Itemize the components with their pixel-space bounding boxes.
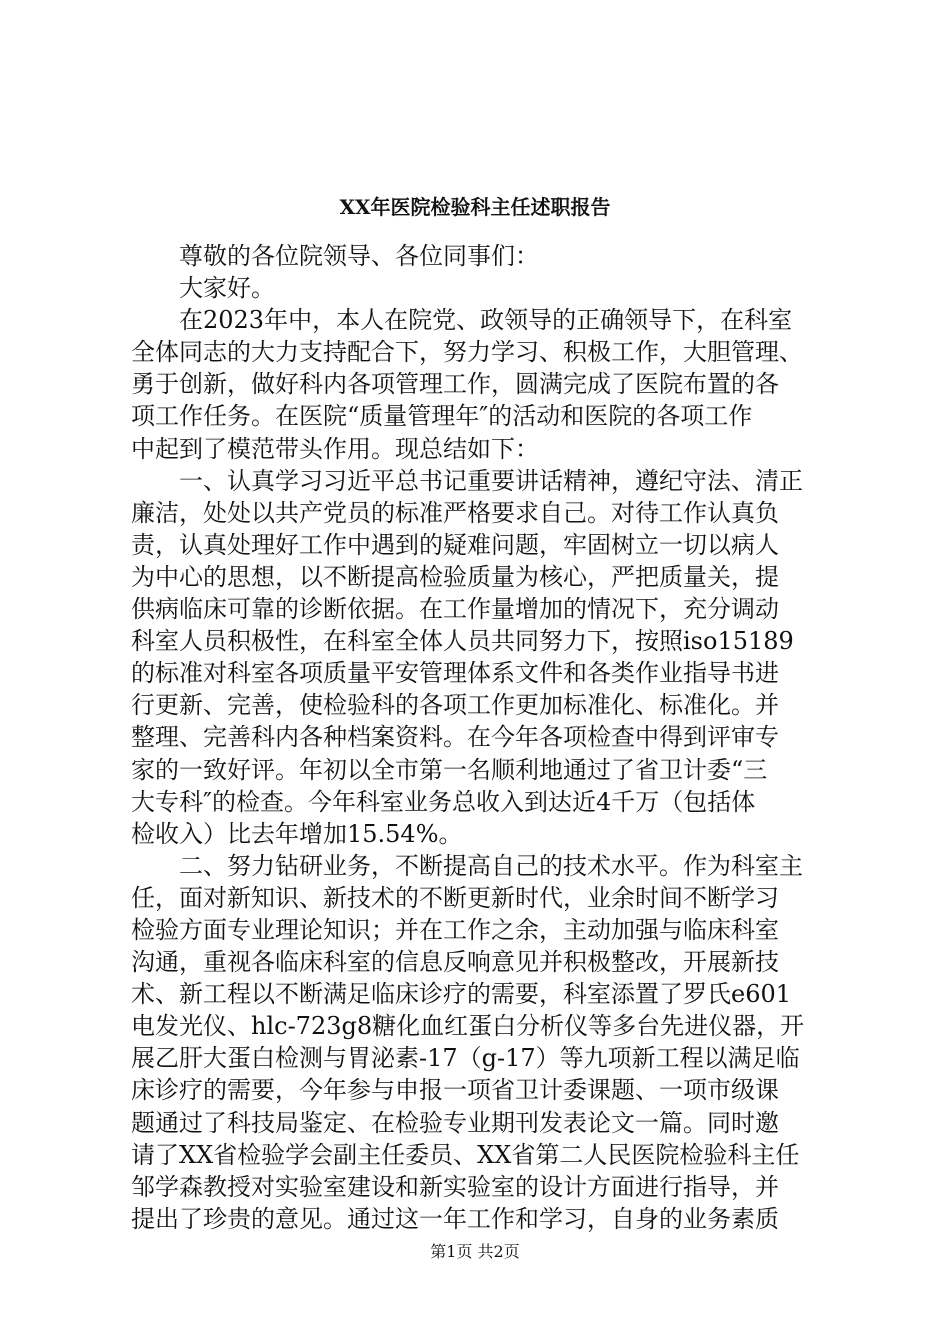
text-line: 在2023年中，本人在院党、政领导的正确领导下，在科室	[179, 306, 793, 335]
text-line: 题通过了科技局鉴定、在检验专业期刊发表论文一篇。同时邀	[131, 1108, 779, 1137]
text-line: 床诊疗的需要，今年参与申报一项省卫计委课题、一项市级课	[131, 1076, 779, 1105]
text-line: 检验方面专业理论知识；并在工作之余，主动加强与临床科室	[131, 915, 779, 944]
text-line: 家的一致好评。年初以全市第一名顺利地通过了省卫计委“三	[131, 755, 768, 784]
text-line: 请了XX省检验学会副主任委员、XX省第二人民医院检验科主任	[131, 1140, 800, 1169]
text-line: 电发光仪、hlc-723g8糖化血红蛋白分析仪等多台先进仪器，开	[131, 1012, 805, 1041]
text-line: 廉洁，处处以共产党员的标准严格要求自己。对待工作认真负	[131, 498, 779, 527]
text-line: 一、认真学习习近平总书记重要讲话精神，遵纪守法、清正	[179, 466, 803, 495]
document-title: XX年医院检验科主任述职报告	[339, 195, 611, 219]
text-line: 行更新、完善，使检验科的各项工作更加标准化、标准化。并	[131, 691, 779, 720]
text-line: 为中心的思想，以不断提高检验质量为核心，严把质量关，提	[131, 562, 779, 591]
text-line: 邹学森教授对实验室建设和新实验室的设计方面进行指导，并	[131, 1172, 779, 1201]
text-line: 任，面对新知识、新技术的不断更新时代，业余时间不断学习	[131, 883, 779, 912]
document-body	[131, 240, 831, 1235]
text-line: 检收入）比去年增加15.54%。	[131, 819, 463, 848]
text-line: 项工作任务。在医院“质量管理年″的活动和医院的各项工作	[131, 402, 753, 431]
text-line: 责，认真处理好工作中遇到的疑难问题，牢固树立一切以病人	[131, 530, 779, 559]
text-line: 勇于创新，做好科内各项管理工作，圆满完成了医院布置的各	[131, 370, 779, 399]
text-line: 的标准对科室各项质量平安管理体系文件和各类作业指导书进	[131, 659, 779, 688]
text-line: 大家好。	[179, 274, 275, 303]
text-line: 大专科″的检查。今年科室业务总收入到达近4千万（包括体	[131, 787, 756, 816]
text-line: 中起到了模范带头作用。现总结如下：	[131, 434, 539, 463]
text-line: 尊敬的各位院领导、各位同事们：	[179, 242, 539, 270]
text-line: 科室人员积极性，在科室全体人员共同努力下，按照iso15189	[131, 627, 794, 656]
page-footer: 第1页 共2页	[430, 1242, 520, 1261]
text-line: 二、努力钻研业务，不断提高自己的技术水平。作为科室主	[179, 851, 803, 880]
text-line: 供病临床可靠的诊断依据。在工作量增加的情况下，充分调动	[131, 595, 779, 624]
text-line: 提出了珍贵的意见。通过这一年工作和学习，自身的业务素质	[131, 1204, 779, 1233]
text-line: 沟通，重视各临床科室的信息反响意见并积极整改，开展新技	[131, 948, 779, 977]
text-line: 全体同志的大力支持配合下，努力学习、积极工作，大胆管理、	[131, 338, 803, 367]
text-line: 整理、完善科内各种档案资料。在今年各项检查中得到评审专	[131, 723, 779, 752]
text-line: 术、新工程以不断满足临床诊疗的需要，科室添置了罗氏e601	[131, 980, 792, 1009]
text-line: 展乙肝大蛋白检测与胃泌素-17（g-17）等九项新工程以满足临	[131, 1044, 800, 1073]
